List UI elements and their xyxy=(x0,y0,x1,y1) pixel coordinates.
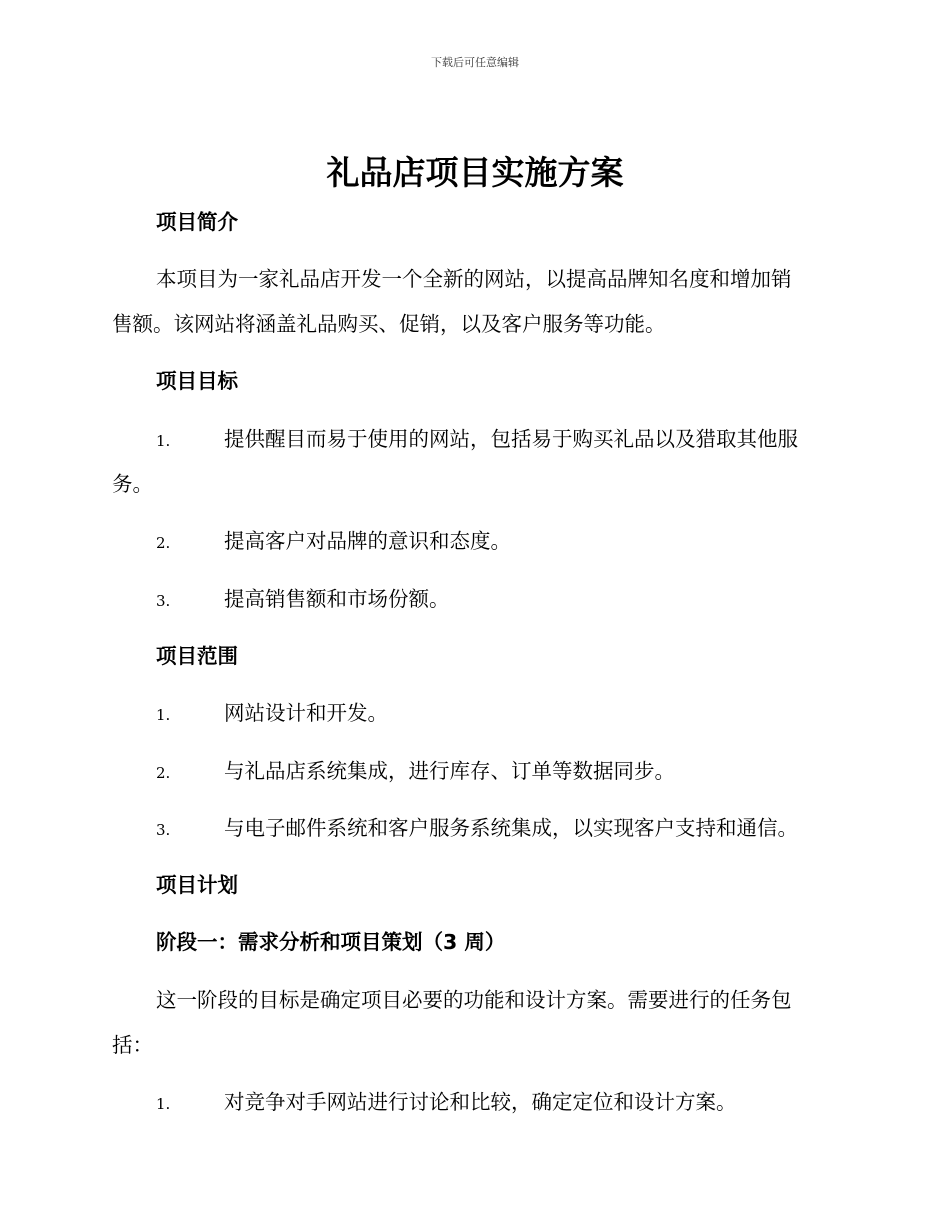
phase1-paragraph-line-2: 括： xyxy=(112,1033,153,1057)
list-item-text: 与礼品店系统集成，进行库存、订单等数据同步。 xyxy=(224,759,675,783)
list-number: 2. xyxy=(156,764,171,782)
list-number: 1. xyxy=(156,706,171,724)
list-item-text: 提供醒目而易于使用的网站，包括易于购买礼品以及猎取其他服 xyxy=(224,427,798,451)
intro-paragraph-line-2: 售额。该网站将涵盖礼品购买、促销，以及客户服务等功能。 xyxy=(112,312,666,336)
list-number: 1. xyxy=(156,1095,171,1113)
list-item-text: 网站设计和开发。 xyxy=(224,701,388,725)
intro-paragraph-line-1: 本项目为一家礼品店开发一个全新的网站，以提高品牌知名度和增加销 xyxy=(156,267,792,291)
list-item-text: 提高销售额和市场份额。 xyxy=(224,587,450,611)
header-note: 下载后可任意编辑 xyxy=(431,56,519,69)
goal-item-1-continuation: 务。 xyxy=(112,472,153,496)
document-title: 礼品店项目实施方案 xyxy=(326,153,624,192)
scope-item-1 xyxy=(0,698,950,730)
list-number: 1. xyxy=(156,432,171,450)
goal-item-3 xyxy=(0,584,950,616)
list-item-text: 与电子邮件系统和客户服务系统集成，以实现客户支持和通信。 xyxy=(224,816,798,840)
section-heading-plan: 项目计划 xyxy=(156,873,238,897)
goal-item-1 xyxy=(0,424,950,456)
goal-item-2 xyxy=(0,526,950,558)
list-item-text: 提高客户对品牌的意识和态度。 xyxy=(224,529,511,553)
list-number: 2. xyxy=(156,534,171,552)
phase1-paragraph-line-1: 这一阶段的目标是确定项目必要的功能和设计方案。需要进行的任务包 xyxy=(156,988,792,1012)
section-heading-goals: 项目目标 xyxy=(156,369,238,393)
scope-item-2 xyxy=(0,756,950,788)
list-item-text: 对竞争对手网站进行讨论和比较，确定定位和设计方案。 xyxy=(224,1090,737,1114)
list-number: 3. xyxy=(156,592,171,610)
list-number: 3. xyxy=(156,821,171,839)
scope-item-3 xyxy=(0,813,950,845)
phase1-heading: 阶段一：需求分析和项目策划（3 周） xyxy=(156,930,506,954)
section-heading-scope: 项目范围 xyxy=(156,644,238,668)
section-heading-intro: 项目简介 xyxy=(156,210,238,234)
phase1-task-item-1 xyxy=(0,1087,950,1119)
